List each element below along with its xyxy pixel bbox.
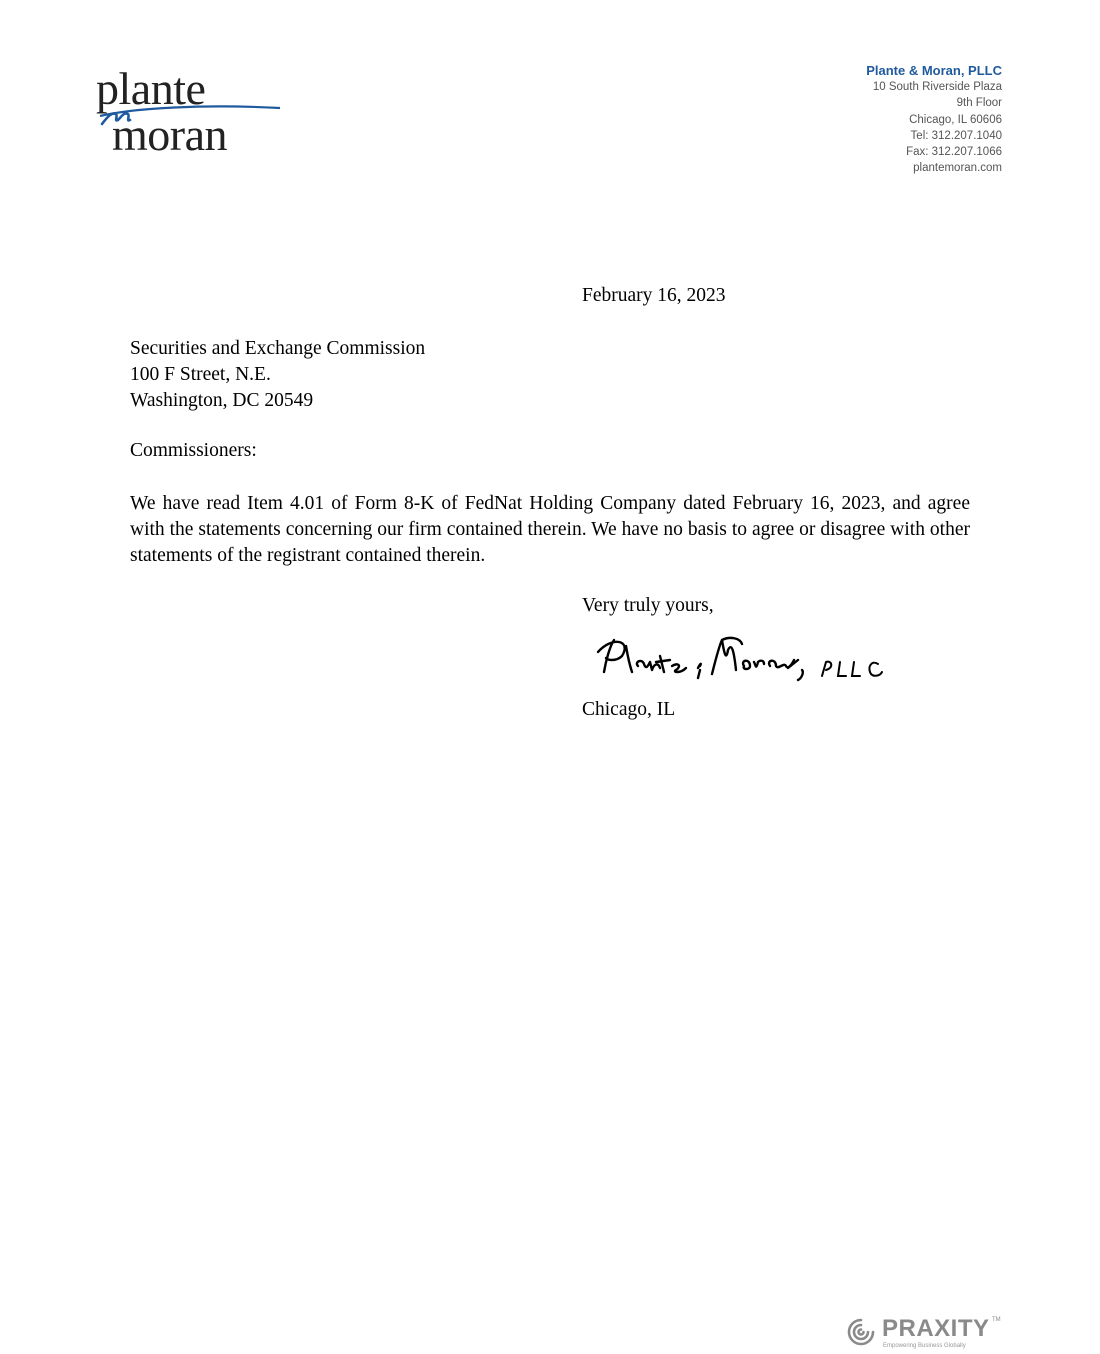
praxity-wordmark: PRAXITY bbox=[882, 1315, 990, 1342]
firm-city: Chicago, IL 60606 bbox=[909, 113, 1002, 126]
praxity-logo bbox=[845, 1314, 1005, 1354]
firm-name: Plante & Moran, PLLC bbox=[866, 63, 1002, 78]
signature-image bbox=[592, 632, 892, 692]
letter-body: We have read Item 4.01 of Form 8-K of FedNat Holding Company dated February 16, 2023, and agree with the statements concerning our firm contained therein. We have no basis to agree or disagree with other statements of the registrant contained therein. bbox=[130, 493, 970, 566]
firm-street: 10 South Riverside Plaza bbox=[872, 81, 1002, 93]
recipient-address bbox=[130, 336, 425, 414]
recipient-line-2: 100 F Street, N.E. bbox=[130, 364, 271, 385]
closing: Very truly yours, bbox=[582, 595, 714, 616]
praxity-tagline: Empowering Business Globally bbox=[883, 1343, 966, 1349]
praxity-swirl-icon bbox=[845, 1316, 877, 1348]
logo-word-moran: moran bbox=[112, 109, 228, 160]
letter-date: February 16, 2023 bbox=[582, 285, 726, 306]
logo-word-plante: plante bbox=[96, 63, 206, 114]
firm-floor: 9th Floor bbox=[956, 97, 1002, 110]
praxity-trademark: TM bbox=[992, 1317, 1001, 1323]
handwritten-signature bbox=[592, 632, 892, 697]
firm-website: plantemoran.com bbox=[913, 162, 1002, 175]
firm-tel: Tel: 312.207.1040 bbox=[910, 129, 1002, 142]
salutation: Commissioners: bbox=[130, 440, 257, 461]
recipient-line-3: Washington, DC 20549 bbox=[130, 390, 314, 411]
plante-moran-logo bbox=[94, 62, 294, 162]
firm-fax: Fax: 312.207.1066 bbox=[906, 146, 1002, 159]
recipient-line-1: Securities and Exchange Commission bbox=[130, 338, 426, 359]
firm-letterhead bbox=[866, 62, 1002, 177]
signature-location: Chicago, IL bbox=[582, 699, 676, 720]
